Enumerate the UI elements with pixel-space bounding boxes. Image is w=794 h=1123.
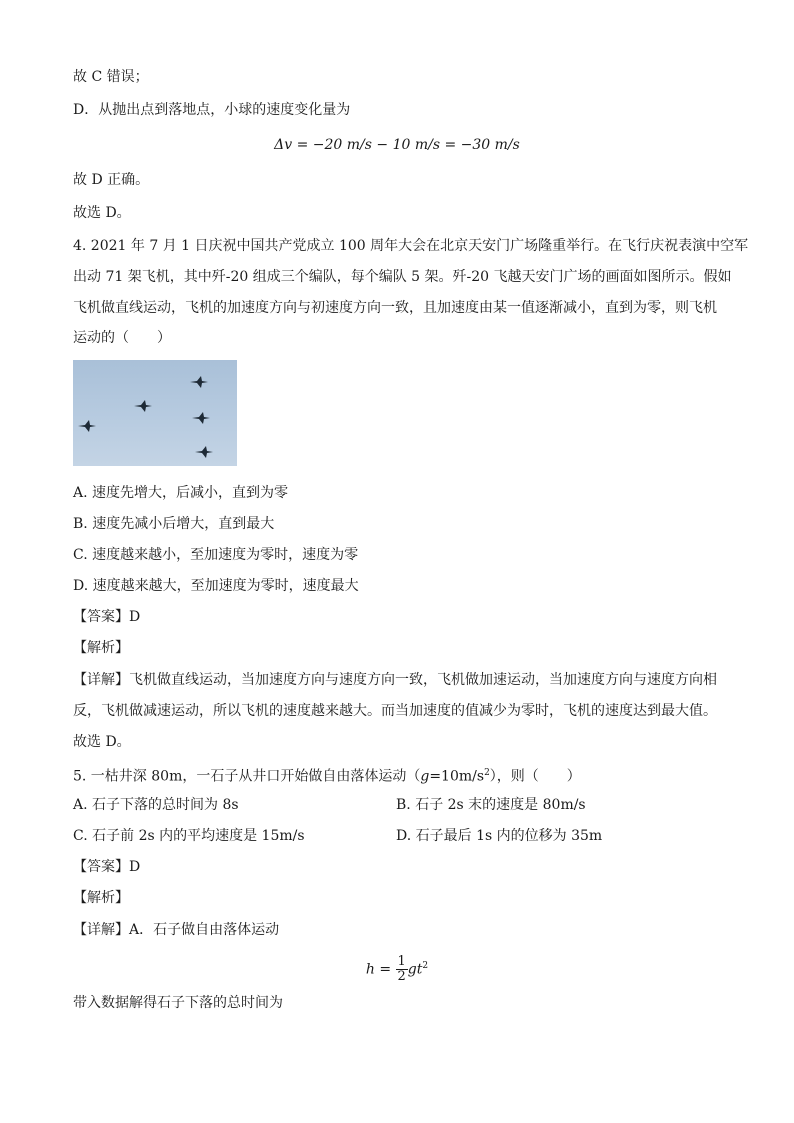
- explanation-line: 【详解】A．石子做自由落体运动: [73, 922, 280, 938]
- option-d: D. 石子最后 1s 内的位移为 35m: [396, 828, 603, 844]
- option-a: A. 速度先增大，后减小，直到为零: [73, 485, 289, 501]
- numerator: 1: [397, 954, 406, 970]
- fighter-jet-icon: [194, 446, 214, 458]
- question-4-stem: 运动的（ ）: [73, 330, 171, 346]
- superscript: 2: [422, 961, 429, 971]
- question-4-stem: 飞机做直线运动，飞机的加速度方向与初速度方向一致，且加速度由某一值逐渐减小，直到为零，则飞机: [73, 300, 717, 316]
- equation-free-fall: [0, 948, 794, 988]
- analysis-label: 【解析】: [73, 640, 129, 656]
- fighter-jet-icon: [189, 376, 209, 388]
- text-line: 故 C 错误；: [73, 69, 149, 85]
- question-4-stem: 4. 2021 年 7 月 1 日庆祝中国共产党成立 100 周年大会在北京天安门广场隆重举行。在飞行庆祝表演中空军: [73, 238, 749, 254]
- option-b: B. 速度先减小后增大，直到最大: [73, 516, 275, 532]
- equation-text: Δv = −20 m/s − 10 m/s = −30 m/s: [274, 137, 520, 153]
- fraction-one-half: [396, 955, 408, 984]
- answer-label: 【答案】D: [73, 609, 141, 625]
- denominator: 2: [397, 969, 406, 985]
- fighter-jets-photo: [73, 360, 237, 466]
- symbol-g: g: [420, 768, 430, 785]
- fighter-jet-icon: [191, 412, 211, 424]
- stem-text: ），则（ ）: [489, 768, 581, 785]
- text-line: 故 D 正确。: [73, 172, 150, 188]
- explanation-line: 反，飞机做减速运动，所以飞机的速度越来越大。而当加速度的值减少为零时，飞机的速度达到最大值。: [73, 703, 717, 719]
- option-a: A. 石子下落的总时间为 8s: [73, 797, 239, 813]
- explanation-line: 带入数据解得石子下落的总时间为: [73, 995, 283, 1011]
- option-b: B. 石子 2s 末的速度是 80m/s: [396, 797, 586, 813]
- question-5-stem: [73, 763, 581, 787]
- equation-delta-v: [0, 135, 794, 155]
- stem-text: =10m/s: [429, 768, 485, 785]
- fighter-jet-icon: [77, 420, 97, 432]
- explanation-line: 【详解】飞机做直线运动，当加速度方向与速度方向一致，飞机做加速运动，当加速度方向与速度方向相: [73, 672, 717, 688]
- answer-label: 【答案】D: [73, 859, 141, 875]
- option-c: C. 速度越来越小，至加速度为零时，速度为零: [73, 547, 359, 563]
- stem-text: 5. 一枯井深 80m，一石子从井口开始做自由落体运动（: [73, 768, 421, 785]
- text-line: D．从抛出点到落地点，小球的速度变化量为: [73, 102, 351, 118]
- superscript: 2: [484, 768, 490, 778]
- analysis-label: 【解析】: [73, 890, 129, 906]
- text-line: 故选 D。: [73, 205, 131, 221]
- equation-rhs: gt: [407, 961, 423, 978]
- fighter-jet-icon: [133, 400, 153, 412]
- option-d: D. 速度越来越大，至加速度为零时，速度最大: [73, 578, 359, 594]
- explanation-line: 故选 D。: [73, 734, 131, 750]
- equation-lhs: h =: [365, 961, 392, 978]
- option-c: C. 石子前 2s 内的平均速度是 15m/s: [73, 828, 305, 844]
- question-4-stem: 出动 71 架飞机，其中歼-20 组成三个编队，每个编队 5 架。歼-20 飞越天安门广场的画面如图所示。假如: [73, 269, 732, 285]
